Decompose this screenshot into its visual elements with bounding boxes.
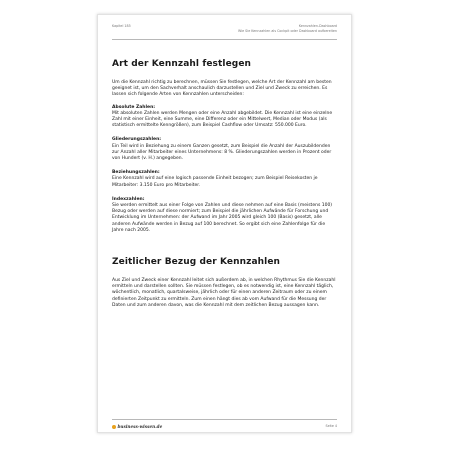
item-text-absolute: Mit absoluten Zahlen werden Mengen oder eine Anzahl abgebildet. Die Kennzahl ist eine einzelne Zahl mit einer Einheit, eine Summe, eine Differenz oder ein Mittelwert, Median oder Modus (als statistisch ermittelte Kenngrößen), zum Beispiel Cashflow oder Umsatz: 550.000 Euro. [112,110,333,129]
section2-text: Aus Ziel und Zweck einer Kennzahl leitet sich außerdem ab, in welchen Rhythmus Sie die Kennzahl ermitteln und darstellen sollten. Sie müssen festlegen, ob es notwendig ist, eine Kennzahl täglich, wöchentlich, monatlich, quartalsweise, jährlich oder für einen anderen Zeitraum oder zu einem definierten Zeitpunkt zu ermitteln. Zum einen hängt dies ab vom Aufwand für die Messung der Daten und zum anderen davon, was die Kennzahl mit dem zeitlichen Bezug aussagen kann. [112,278,336,308]
brand-logo[interactable] [112,424,162,429]
page-content [112,46,337,309]
item-text-gliederung: Ein Teil wird in Beziehung zu einem Ganzen gesetzt, zum Beispiel die Anzahl der Auszubildenden zur Anzahl aller Mitarbeiter eines Unternehmens: 8 %. Gliederungszahlen werden in Prozent oder von Hundert (v. H.) angegeben. [112,143,332,162]
item-heading-index: Indexzahlen: [112,196,145,202]
document-page [97,14,352,433]
chapter-label: Kapitel 185 [112,24,131,28]
item-heading-gliederung: Gliederungszahlen: [112,137,162,143]
section-title-kennzahl-art: Art der Kennzahl festlegen [112,59,252,69]
header-right [238,24,337,33]
item-heading-beziehung: Beziehungszahlen: [112,170,160,176]
logo-dot-icon [112,425,116,429]
header-subtitle: Wie Sie Kennzahlen als Cockpit oder Dashboard aufbereiten [238,28,337,33]
page-header [112,24,337,40]
section-title-zeitlicher-bezug: Zeitlicher Bezug der Kennzahlen [112,257,281,268]
item-text-index: Sie werden ermittelt aus einer Folge von Zahlen und diese nehmen auf eine Basis (meistens 100) Bezug oder werden auf diese normiert; zum Beispiel die jährlichen Aufwände für Forschung und Entwicklung im Unternehmen: der Aufwand im Jahr 2005 wird gleich 100 (Basis) gesetzt, alle anderen Aufwände werden in Bezug auf 100 berechnet. So ergibt sich eine Zahlenfolge für die Jahre nach 2005. [112,203,333,233]
section-intro: Um die Kennzahl richtig zu berechnen, müssen Sie festlegen, welche Art der Kennzahl am besten geeignet ist, um den Sachverhalt anschaulich darzustellen und Ziel und Zweck zu erreichen. Es lassen sich folgende Arten von Kennzahlen unterscheiden: [112,80,332,98]
page-number: Seite 4 [325,424,337,428]
header-title: Kennzahlen-Dashboard [298,24,337,28]
item-text-beziehung: Eine Kennzahl wird auf eine logisch passende Einheit bezogen; zum Beispiel Reisekosten je Mitarbeiter: 3.150 Euro pro Mitarbeiter. [112,176,318,188]
logo-text: business-wissen.de [117,424,163,429]
item-heading-absolute: Absolute Zahlen: [112,104,156,110]
page-footer [112,419,337,429]
